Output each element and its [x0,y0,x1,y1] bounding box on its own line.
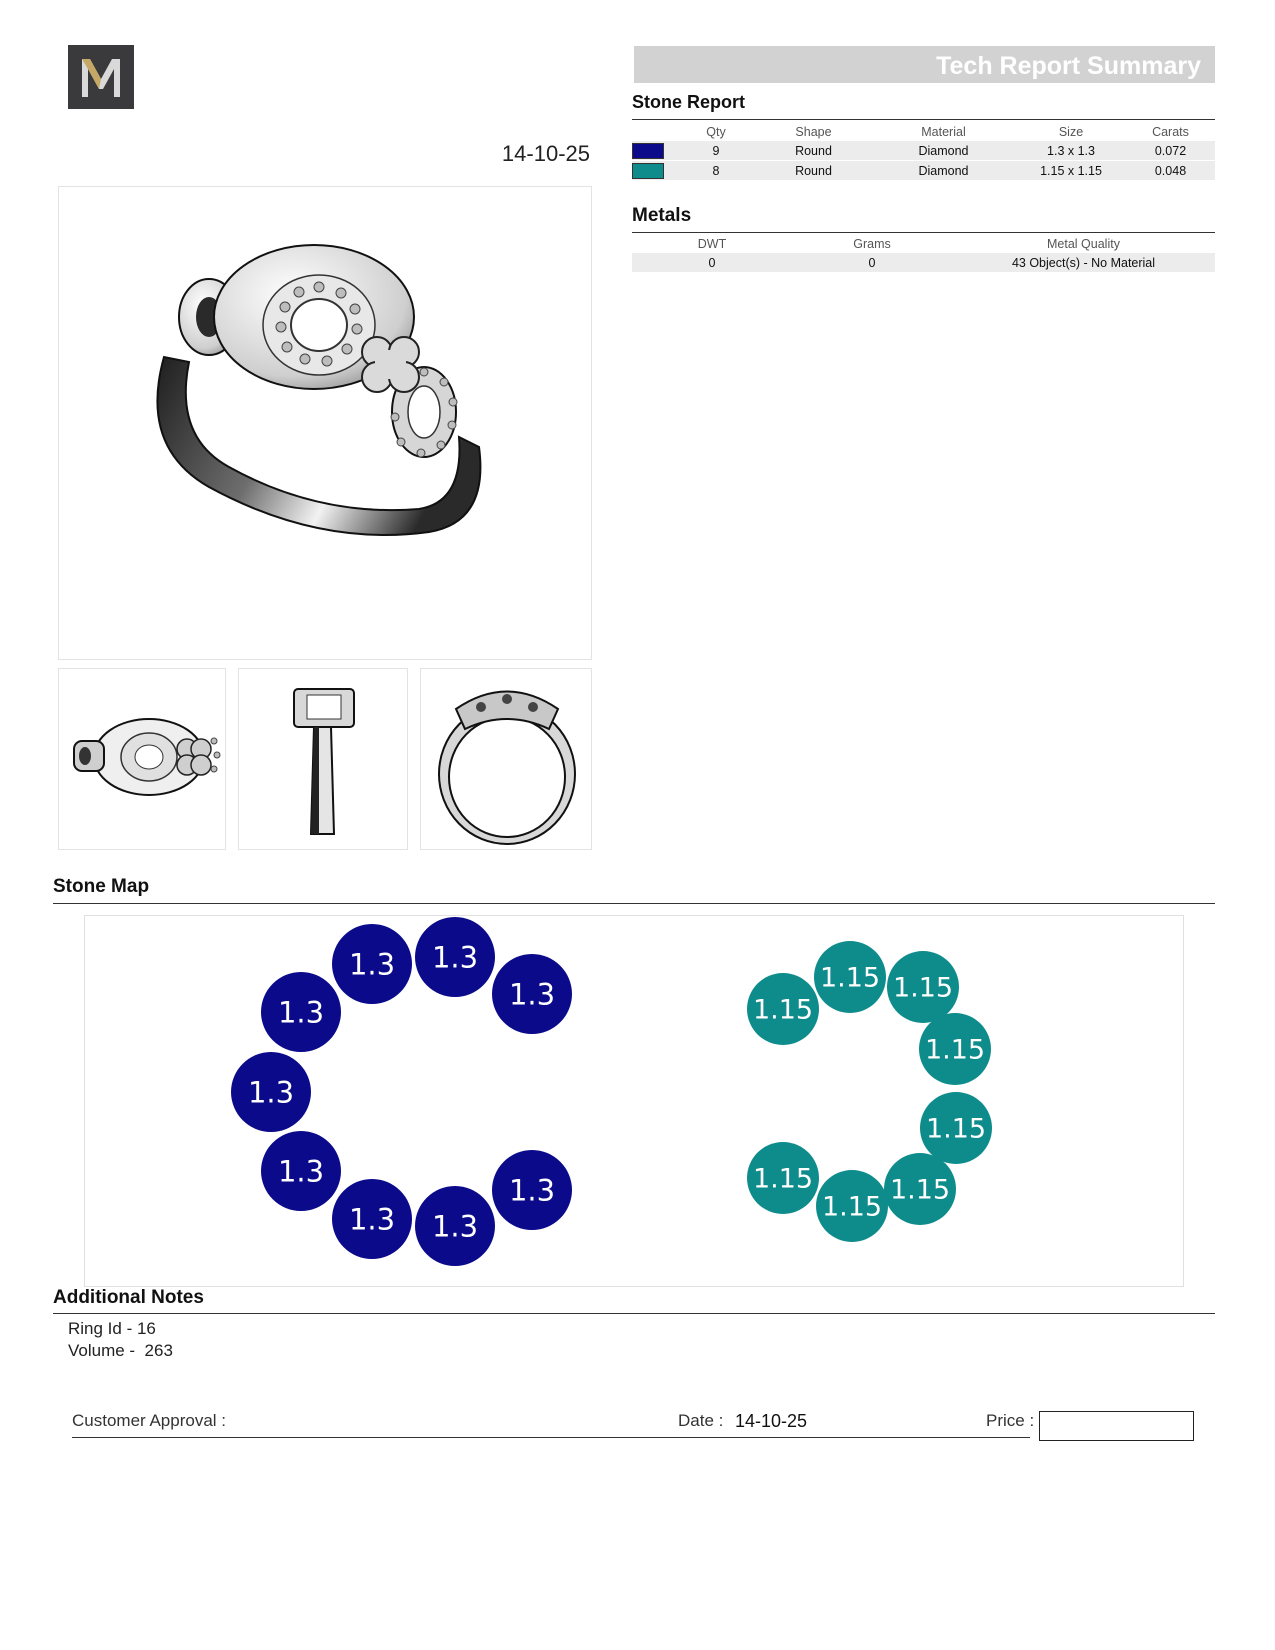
stone-marker [887,951,959,1023]
stone-size-label: 1.3 [431,1209,479,1244]
metals-title: Metals [632,205,692,226]
stone-marker [747,1142,819,1214]
stone-color-swatch [632,163,664,179]
size-header: Size [1058,124,1084,139]
stone-marker [415,1186,495,1266]
carats-header: Carats [1152,124,1189,139]
stone-marker [884,1153,956,1225]
report-title-bar [634,46,1215,83]
shape-header: Shape [795,124,832,139]
material-cell: Diamond [871,161,1016,181]
stone-report-rule [632,119,1215,120]
approval-signature-line [72,1437,1030,1438]
table-row [632,161,1215,181]
stone-marker [332,1179,412,1259]
price-label: Price : [986,1411,1035,1430]
color-header [632,122,676,141]
qty-cell: 9 [676,141,756,161]
stone-size-label: 1.15 [821,1191,883,1223]
qty-cell: 8 [676,161,756,181]
date-label: Date : [678,1411,724,1430]
grams-header: Grams [853,236,891,251]
stone-marker [332,924,412,1004]
grams-cell: 0 [792,253,952,273]
metal-quality-cell: 43 Object(s) - No Material [952,253,1215,273]
color-cell [632,161,676,181]
additional-notes-title: Additional Notes [53,1287,204,1308]
company-logo [68,45,134,109]
carats-cell: 0.072 [1126,141,1215,161]
stone-report-header-row [632,122,1215,141]
stone-marker [747,973,819,1045]
stone-marker [816,1170,888,1242]
stone-marker [415,917,495,997]
stone-size-label: 1.3 [508,1173,556,1208]
report-title: Tech Report Summary [936,52,1201,80]
ring-front-view [420,668,592,850]
stone-size-label: 1.15 [889,1174,951,1206]
shape-cell: Round [756,141,871,161]
stone-size-label: 1.15 [819,962,881,994]
stone-map [84,915,1184,1287]
logo-m-icon [68,45,134,109]
stone-size-label: 1.3 [247,1075,295,1110]
shape-cell: Round [756,161,871,181]
size-cell: 1.15 x 1.15 [1016,161,1126,181]
ring-top-view [58,668,226,850]
stone-marker [920,1092,992,1164]
stone-size-label: 1.3 [277,1154,325,1189]
customer-approval-label: Customer Approval : [72,1411,227,1430]
price-field[interactable] [1039,1411,1194,1441]
ring-main-view [58,186,592,660]
ring-side-view [238,668,408,850]
material-cell: Diamond [871,141,1016,161]
stone-size-label: 1.3 [277,995,325,1030]
size-cell: 1.3 x 1.3 [1016,141,1126,161]
color-cell [632,141,676,161]
stone-map-canvas [85,916,1183,1286]
stone-report-title: Stone Report [632,92,746,112]
stone-size-label: 1.3 [348,947,396,982]
metals-header-row [632,234,1215,253]
stone-marker [492,954,572,1034]
material-header: Material [921,124,966,139]
report-date: 14-10-25 [501,141,590,166]
qty-header: Qty [706,124,726,139]
note-line: Ring Id - 16 [68,1319,156,1338]
stone-size-label: 1.3 [348,1202,396,1237]
stone-marker [231,1052,311,1132]
stone-size-label: 1.15 [892,972,954,1004]
table-row [632,141,1215,161]
approval-date-value: 14-10-25 [735,1411,808,1431]
metals-rule [632,232,1215,233]
stone-marker [814,941,886,1013]
notes-body [68,1318,173,1362]
stone-color-swatch [632,143,664,159]
dwt-cell: 0 [632,253,792,273]
stone-marker [261,1131,341,1211]
table-row [632,253,1215,273]
stone-size-label: 1.3 [431,940,479,975]
note-line: Volume - 263 [68,1341,173,1360]
notes-rule [53,1313,1215,1314]
stone-size-label: 1.15 [752,1163,814,1195]
stone-size-label: 1.15 [752,994,814,1026]
stone-size-label: 1.15 [924,1034,986,1066]
stone-map-title: Stone Map [53,876,150,897]
stone-map-rule [53,903,1215,904]
stone-marker [261,972,341,1052]
stone-report-table [632,122,1215,181]
metal-quality-header: Metal Quality [1047,236,1120,251]
stone-marker [919,1013,991,1085]
metals-table [632,234,1215,273]
stone-size-label: 1.3 [508,977,556,1012]
stone-marker [492,1150,572,1230]
carats-cell: 0.048 [1126,161,1215,181]
dwt-header: DWT [697,236,727,251]
stone-size-label: 1.15 [925,1113,987,1145]
